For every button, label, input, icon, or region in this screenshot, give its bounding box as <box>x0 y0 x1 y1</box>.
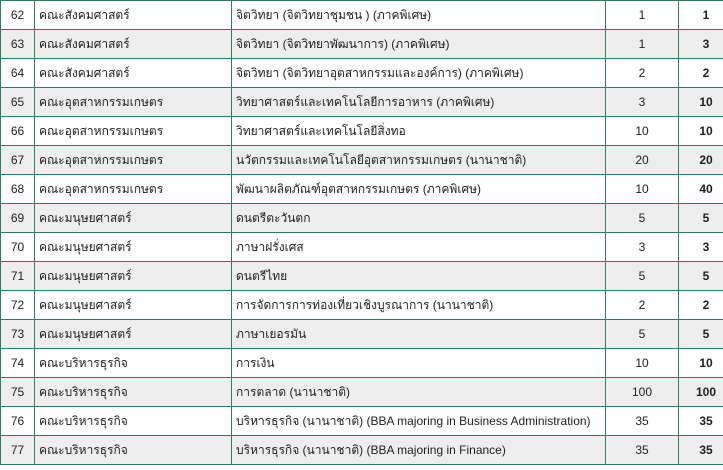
program-cell: การจัดการการท่องเที่ยวเชิงบูรณาการ (นานาชาติ) <box>232 291 606 320</box>
row-number-cell: 69 <box>1 204 35 233</box>
accepted-cell: 5 <box>679 262 723 291</box>
faculty-cell: คณะมนุษยศาสตร์ <box>35 262 232 291</box>
row-number-cell: 74 <box>1 349 35 378</box>
row-number-cell: 68 <box>1 175 35 204</box>
row-number-cell: 62 <box>1 1 35 30</box>
program-cell: ภาษาฝรั่งเศส <box>232 233 606 262</box>
program-cell: ภาษาเยอรมัน <box>232 320 606 349</box>
table-row <box>1 291 723 320</box>
accepted-cell: 5 <box>679 320 723 349</box>
program-cell: นวัตกรรมและเทคโนโลยีอุตสาหกรรมเกษตร (นานาชาติ) <box>232 146 606 175</box>
row-number-cell: 72 <box>1 291 35 320</box>
table-row <box>1 88 723 117</box>
faculty-cell: คณะมนุษยศาสตร์ <box>35 320 232 349</box>
quota-cell: 5 <box>606 262 679 291</box>
table-row <box>1 30 723 59</box>
faculty-cell: คณะอุตสาหกรรมเกษตร <box>35 146 232 175</box>
row-number-cell: 76 <box>1 407 35 436</box>
accepted-cell: 3 <box>679 233 723 262</box>
table-row <box>1 320 723 349</box>
program-cell: บริหารธุรกิจ (นานาชาติ) (BBA majoring in Finance) <box>232 436 606 465</box>
faculty-cell: คณะสังคมศาสตร์ <box>35 59 232 88</box>
row-number-cell: 70 <box>1 233 35 262</box>
faculty-cell: คณะอุตสาหกรรมเกษตร <box>35 88 232 117</box>
accepted-cell: 2 <box>679 291 723 320</box>
quota-cell: 3 <box>606 233 679 262</box>
row-number-cell: 75 <box>1 378 35 407</box>
program-cell: วิทยาศาสตร์และเทคโนโลยีสิ่งทอ <box>232 117 606 146</box>
row-number-cell: 64 <box>1 59 35 88</box>
program-cell: วิทยาศาสตร์และเทคโนโลยีการอาหาร (ภาคพิเศษ) <box>232 88 606 117</box>
quota-cell: 1 <box>606 1 679 30</box>
accepted-cell: 1 <box>679 1 723 30</box>
accepted-cell: 100 <box>679 378 723 407</box>
faculty-cell: คณะอุตสาหกรรมเกษตร <box>35 117 232 146</box>
quota-cell: 10 <box>606 117 679 146</box>
quota-cell: 35 <box>606 436 679 465</box>
quota-cell: 5 <box>606 320 679 349</box>
program-cell: ดนตรีไทย <box>232 262 606 291</box>
program-cell: การตลาด (นานาชาติ) <box>232 378 606 407</box>
program-cell: บริหารธุรกิจ (นานาชาติ) (BBA majoring in Business Administration) <box>232 407 606 436</box>
program-cell: การเงิน <box>232 349 606 378</box>
faculty-cell: คณะมนุษยศาสตร์ <box>35 233 232 262</box>
row-number-cell: 65 <box>1 88 35 117</box>
quota-cell: 35 <box>606 407 679 436</box>
quota-cell: 2 <box>606 291 679 320</box>
program-cell: ดนตรีตะวันตก <box>232 204 606 233</box>
table-row <box>1 262 723 291</box>
quota-cell: 3 <box>606 88 679 117</box>
faculty-cell: คณะอุตสาหกรรมเกษตร <box>35 175 232 204</box>
accepted-cell: 35 <box>679 407 723 436</box>
table-row <box>1 436 723 465</box>
accepted-cell: 10 <box>679 88 723 117</box>
program-cell: จิตวิทยา (จิตวิทยาชุมชน ) (ภาคพิเศษ) <box>232 1 606 30</box>
faculty-cell: คณะบริหารธุรกิจ <box>35 349 232 378</box>
accepted-cell: 2 <box>679 59 723 88</box>
accepted-cell: 35 <box>679 436 723 465</box>
faculty-cell: คณะสังคมศาสตร์ <box>35 30 232 59</box>
quota-cell: 10 <box>606 175 679 204</box>
table-row <box>1 117 723 146</box>
table-row <box>1 204 723 233</box>
table-row <box>1 407 723 436</box>
accepted-cell: 10 <box>679 349 723 378</box>
row-number-cell: 63 <box>1 30 35 59</box>
table-row <box>1 175 723 204</box>
faculty-cell: คณะมนุษยศาสตร์ <box>35 204 232 233</box>
table-row <box>1 1 723 30</box>
quota-cell: 20 <box>606 146 679 175</box>
faculty-cell: คณะบริหารธุรกิจ <box>35 436 232 465</box>
faculty-cell: คณะสังคมศาสตร์ <box>35 1 232 30</box>
table-row <box>1 146 723 175</box>
row-number-cell: 77 <box>1 436 35 465</box>
program-cell: จิตวิทยา (จิตวิทยาอุตสาหกรรมและองค์การ) (ภาคพิเศษ) <box>232 59 606 88</box>
accepted-cell: 40 <box>679 175 723 204</box>
table-row <box>1 233 723 262</box>
quota-cell: 1 <box>606 30 679 59</box>
table-row <box>1 349 723 378</box>
quota-cell: 10 <box>606 349 679 378</box>
row-number-cell: 71 <box>1 262 35 291</box>
accepted-cell: 3 <box>679 30 723 59</box>
accepted-cell: 10 <box>679 117 723 146</box>
accepted-cell: 5 <box>679 204 723 233</box>
faculty-cell: คณะบริหารธุรกิจ <box>35 378 232 407</box>
quota-cell: 5 <box>606 204 679 233</box>
program-cell: พัฒนาผลิตภัณฑ์อุตสาหกรรมเกษตร (ภาคพิเศษ) <box>232 175 606 204</box>
row-number-cell: 73 <box>1 320 35 349</box>
row-number-cell: 66 <box>1 117 35 146</box>
quota-cell: 100 <box>606 378 679 407</box>
faculty-cell: คณะบริหารธุรกิจ <box>35 407 232 436</box>
table-row <box>1 378 723 407</box>
quota-cell: 2 <box>606 59 679 88</box>
faculty-cell: คณะมนุษยศาสตร์ <box>35 291 232 320</box>
accepted-cell: 20 <box>679 146 723 175</box>
program-cell: จิตวิทยา (จิตวิทยาพัฒนาการ) (ภาคพิเศษ) <box>232 30 606 59</box>
table-row <box>1 59 723 88</box>
row-number-cell: 67 <box>1 146 35 175</box>
